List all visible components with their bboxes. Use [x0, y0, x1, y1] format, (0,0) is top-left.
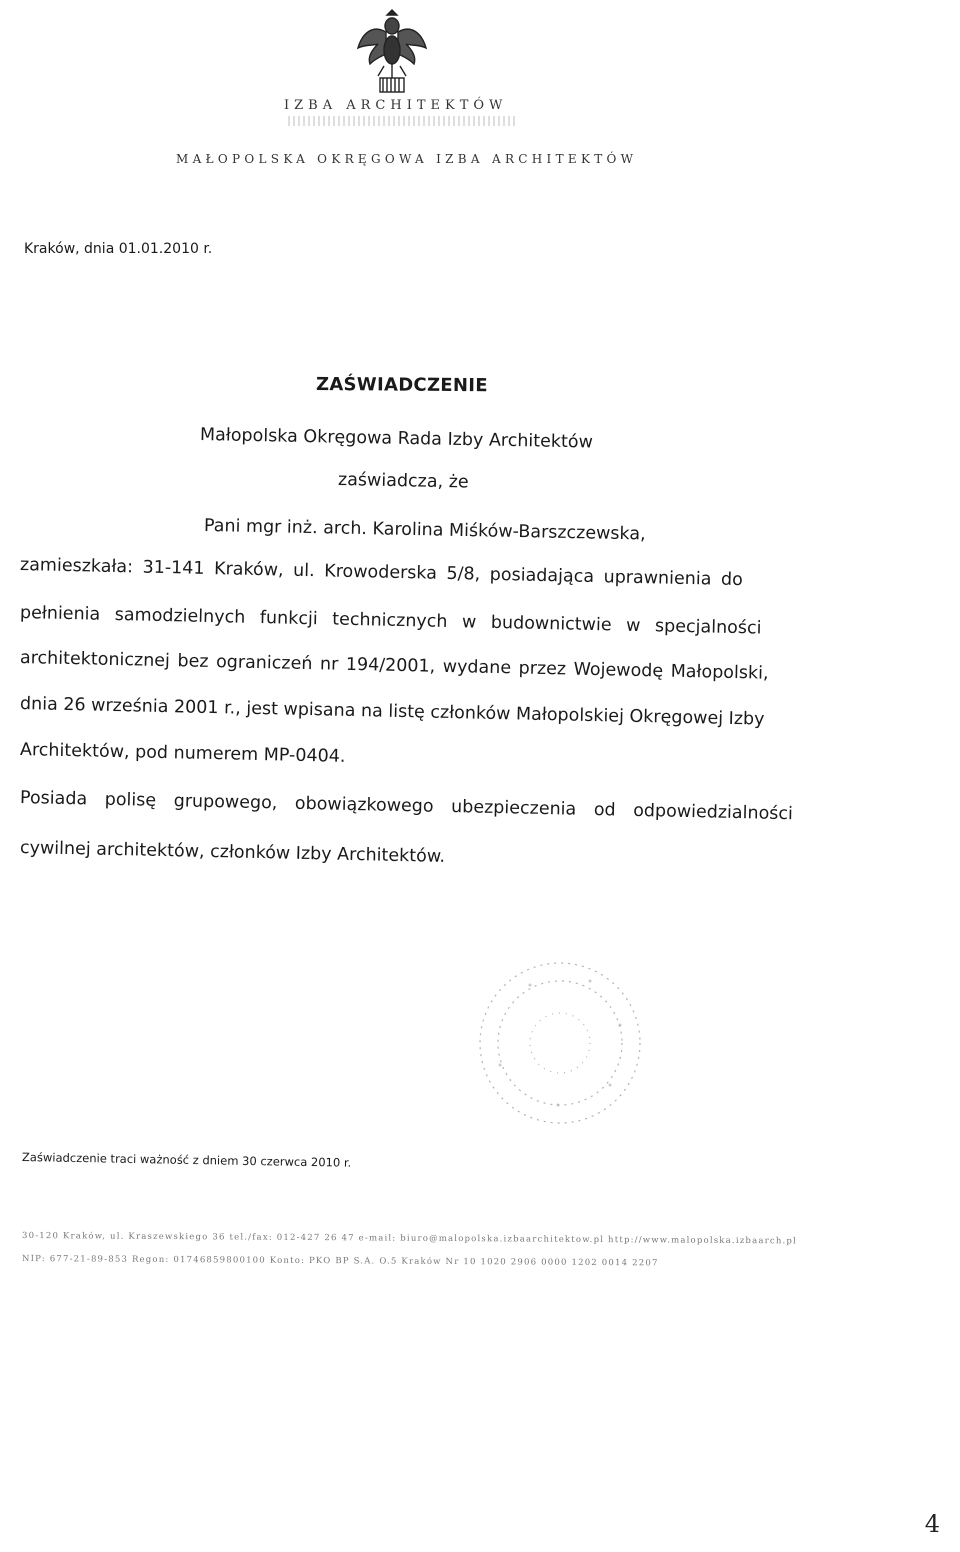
body-line-7: dnia 26 września 2001 r., jest wpisana na listę członków Małopolskiej Okręgowej Izby — [19, 694, 765, 730]
body-line-9: Posiada polisę grupowego, obowiązkowego ubezpieczenia od odpowiedzialności — [19, 788, 794, 825]
body-line-2: zaświadcza, że — [337, 470, 469, 493]
organization-name: IZBA ARCHITEKTÓW — [284, 98, 508, 113]
eagle-emblem-icon — [352, 4, 432, 96]
body-line-4: zamieszkała: 31-141 Kraków, ul. Krowoderska 5/8, posiadająca uprawnienia do — [19, 555, 743, 591]
body-line-6: architektonicznej bez ograniczeń nr 194/2001, wydane przez Wojewodę Małopolski, — [19, 648, 769, 684]
chamber-name: MAŁOPOLSKA OKRĘGOWA IZBA ARCHITEKTÓW — [176, 152, 638, 166]
letterhead-decoration — [288, 116, 518, 126]
validity-note: Zaświadczenie traci ważność z dniem 30 czerwca 2010 r. — [21, 1150, 352, 1170]
footer-bank-line: NIP: 677-21-89-853 Regon: 01746859800100 Konto: PKO BP S.A. O.5 Kraków Nr 10 1020 2906 0000 1202 0014 2207 — [21, 1254, 659, 1269]
footer-address-line: 30-120 Kraków, ul. Kraszewskiego 36 tel./fax: 012-427 26 47 e-mail: biuro@malopolska.izbaarchitektow.pl http://www.malopolska.izbaarch.pl — [21, 1231, 798, 1247]
round-seal-stamp-icon — [470, 955, 650, 1130]
body-line-10: cywilnej architektów, członków Izby Architektów. — [19, 838, 446, 867]
document-title: ZAŚWIADCZENIE — [315, 374, 488, 397]
page-number: 4 — [924, 1510, 940, 1538]
body-line-3: Pani mgr inż. arch. Karolina Miśków-Barszczewska, — [203, 516, 646, 545]
body-line-5: pełnienia samodzielnych funkcji technicznych w budownictwie w specjalności — [19, 603, 762, 639]
document-date: Kraków, dnia 01.01.2010 r. — [24, 241, 213, 257]
body-line-1: Małopolska Okręgowa Rada Izby Architektów — [199, 425, 594, 453]
body-line-8: Architektów, pod numerem MP-0404. — [19, 740, 346, 767]
